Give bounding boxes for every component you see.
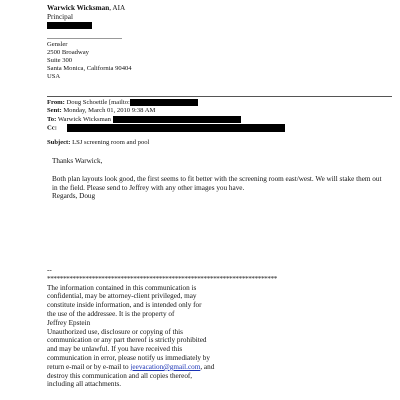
address-country: USA: [47, 73, 61, 80]
sent-value: Monday, March 01, 2010 9:38 AM: [63, 107, 156, 115]
disclaimer-line: the use of the addressee. It is the property of: [47, 309, 175, 318]
disclaimer-line: The information contained in this communication is: [47, 283, 197, 292]
signature-block: [47, 4, 125, 30]
body-greeting: Thanks Warwick,: [52, 157, 103, 165]
redaction-bar: [130, 99, 198, 106]
address-street: 2500 Broadway: [47, 49, 89, 56]
email-header: [47, 99, 285, 148]
sent-label: Sent:: [47, 107, 62, 115]
signature-credential: , AIA: [109, 4, 126, 12]
address-suite: Suite 300: [47, 57, 73, 64]
subject-row: [47, 139, 285, 147]
footer-stars: ************************************************************************: [47, 274, 277, 283]
sent-row: [47, 107, 285, 115]
email-link[interactable]: jeevacation@gmail.com: [130, 362, 201, 371]
disclaimer-line: communication or any part thereof is strictly prohibited: [47, 336, 207, 345]
from-label: From:: [47, 99, 65, 107]
disclaimer-return-line: [47, 363, 347, 372]
redaction-bar: [67, 124, 285, 132]
disclaimer-line: Jeffrey Epstein: [47, 318, 91, 327]
disclaimer-line: confidential, may be attorney-client privileged, may: [47, 292, 197, 301]
body-closing: Regards, Doug: [52, 192, 96, 201]
divider-header: [47, 96, 392, 97]
signature-name-line: [47, 4, 125, 13]
body-paragraph: Both plan layouts look good, the first seems to fit better with the screening room east/west. We will stake them out in the field. Please send to Jeffrey with any other images you have.: [52, 174, 382, 192]
to-label: To:: [47, 115, 57, 123]
redaction-bar: [113, 116, 241, 123]
disclaimer-line: including all attachments.: [47, 380, 122, 389]
redaction-bar: [47, 22, 92, 29]
from-row: [47, 99, 285, 107]
return-suffix: , and: [200, 362, 215, 371]
disclaimer-line: and may be unlawful. If you have received this: [47, 345, 183, 354]
address-block: [47, 41, 132, 81]
divider-short: [47, 38, 122, 39]
subject-value: LSJ screening room and pool: [72, 139, 150, 147]
email-body: [47, 157, 387, 201]
disclaimer-line: communication in error, please notify us immediately by: [47, 353, 210, 362]
disclaimer-footer: [47, 266, 347, 389]
return-prefix: return e-mail or by e-mail to: [47, 362, 131, 371]
disclaimer-line: Unauthorized use, disclosure or copying of this: [47, 327, 183, 336]
cc-row: [47, 124, 285, 133]
subject-label: Subject:: [47, 139, 71, 147]
footer-dash: --: [47, 266, 52, 274]
signature-title: Principal: [47, 12, 73, 21]
from-value: Doug Schoettle [mailto:: [66, 99, 130, 107]
to-value: Warwick Wicksman: [57, 115, 111, 123]
signature-name: Warwick Wicksman: [47, 4, 110, 12]
address-company: Gensler: [47, 41, 68, 48]
disclaimer-line: destroy this communication and all copies thereof,: [47, 371, 193, 380]
cc-label: Cc:: [47, 124, 57, 132]
to-row: [47, 116, 285, 124]
address-city: Santa Monica, California 90404: [47, 65, 132, 72]
disclaimer-line: constitute inside information, and is intended only for: [47, 301, 202, 310]
